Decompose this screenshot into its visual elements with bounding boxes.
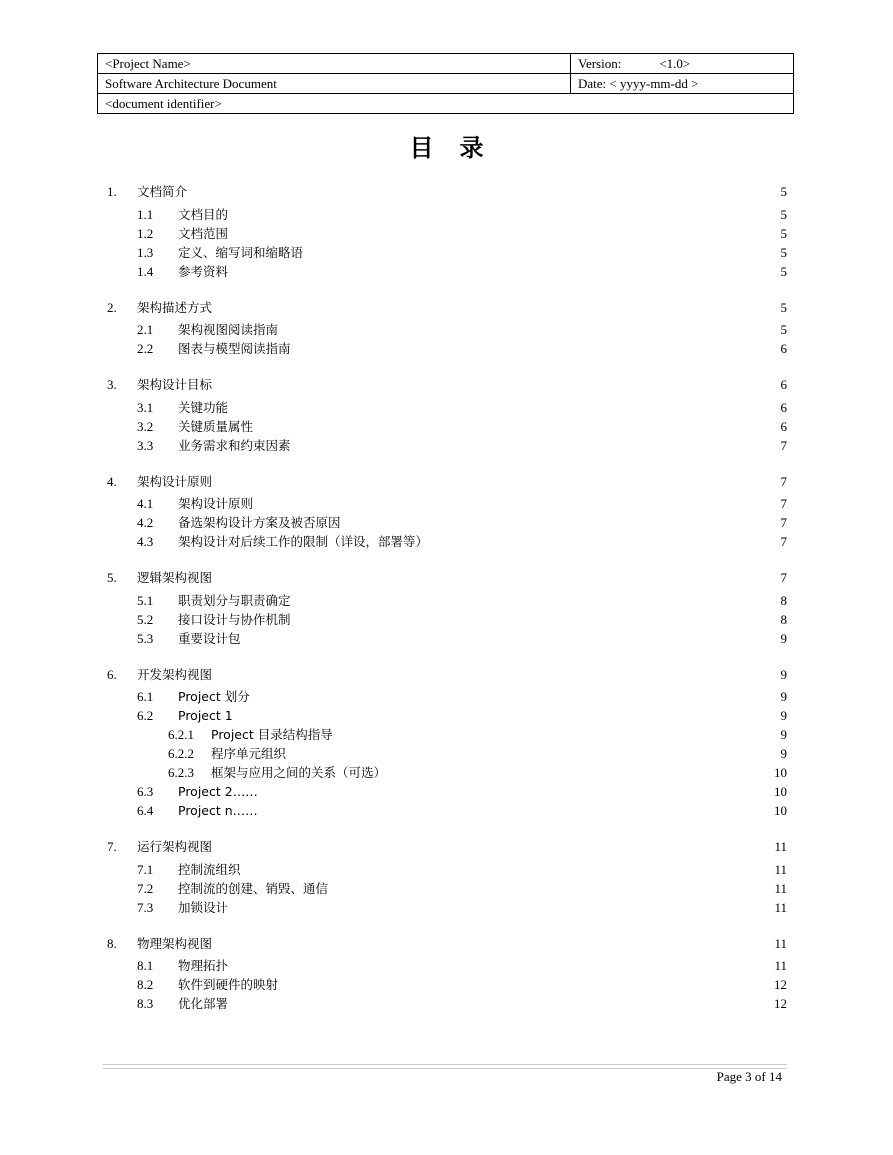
toc-entry-page: 11: [774, 839, 787, 854]
toc-entry-page: 6: [780, 399, 787, 415]
toc-entry-title: 备选架构设计方案及被否原因: [178, 515, 341, 530]
toc-entry[interactable]: [0, 838, 893, 856]
toc-title: 目录: [409, 134, 510, 162]
toc-entry-number: 4.: [107, 473, 117, 489]
toc-entry-page: 10: [774, 765, 787, 780]
toc-entry[interactable]: [0, 802, 893, 820]
toc-entry-page: 9: [780, 746, 787, 761]
toc-entry-page: 9: [780, 689, 787, 704]
toc-entry-title: Project 划分: [178, 689, 250, 704]
toc-entry-number: 5.3: [137, 630, 154, 646]
toc-entry-number: 1.3: [137, 244, 154, 260]
toc-entry-page: 12: [774, 996, 787, 1011]
toc-entry-page: 11: [774, 880, 787, 896]
toc-entry-number: 6.2.2: [168, 746, 194, 761]
toc-entry-title: Project 1: [178, 708, 233, 723]
toc-entry-title: 图表与模型阅读指南: [178, 341, 291, 356]
toc-entry-number: 1.: [107, 184, 117, 199]
toc-entry-number: 6.2.3: [168, 765, 194, 780]
toc-entry-number: 1.2: [137, 225, 154, 241]
toc-entry[interactable]: [0, 592, 893, 610]
doc-type: Software Architecture Document: [105, 75, 277, 91]
toc-entry[interactable]: [0, 569, 893, 587]
toc-entry-page: 9: [780, 727, 787, 742]
toc-entry[interactable]: [0, 533, 893, 551]
toc-entry-title: 接口设计与协作机制: [178, 611, 291, 627]
toc-entry-title: 架构设计原则: [137, 473, 213, 489]
toc-entry-page: 6: [780, 418, 787, 434]
version-label: Version:: [578, 55, 622, 71]
footer-divider: [103, 1064, 787, 1069]
toc-entry-page: 5: [780, 263, 787, 279]
toc-entry-page: 12: [774, 977, 787, 992]
project-name-cell: [98, 54, 571, 74]
document-header-table: [97, 53, 794, 114]
toc-entry[interactable]: [0, 399, 893, 417]
toc-entry-title: 文档简介: [137, 184, 188, 199]
toc-entry[interactable]: [0, 957, 893, 975]
toc-entry-number: 3.: [107, 377, 117, 392]
toc-entry-number: 4.1: [137, 496, 154, 511]
toc-entry-number: 6.2: [137, 708, 154, 723]
toc-entry-title: 架构视图阅读指南: [178, 322, 279, 337]
toc-entry-title: 文档目的: [178, 206, 229, 222]
toc-entry-number: 1.1: [137, 206, 154, 222]
toc-entry-title: 参考资料: [178, 263, 229, 279]
toc-entry[interactable]: [0, 995, 893, 1013]
toc-entry[interactable]: [0, 299, 893, 317]
toc-entry[interactable]: [0, 611, 893, 629]
toc-entry-page: 11: [774, 899, 787, 915]
date-cell: [571, 74, 794, 94]
toc-entry-number: 2.: [107, 299, 117, 315]
toc-entry-title: 架构设计目标: [137, 377, 213, 392]
toc-entry-number: 6.4: [137, 803, 154, 818]
toc-entry-page: 10: [774, 803, 787, 818]
toc-entry[interactable]: [0, 263, 893, 281]
doc-type-cell: [98, 74, 571, 94]
toc-entry-title: 业务需求和约束因素: [178, 437, 291, 453]
toc-entry-number: 8.2: [137, 977, 154, 992]
toc-entry[interactable]: [0, 976, 893, 994]
toc-entry-page: 5: [780, 206, 787, 222]
toc-entry-title: 物理拓扑: [178, 958, 229, 973]
toc-entry[interactable]: [0, 899, 893, 917]
version-cell: [571, 54, 794, 74]
toc-entry-page: 8: [780, 611, 787, 627]
toc-entry[interactable]: [0, 726, 893, 744]
toc-entry-title: Project 目录结构指导: [211, 727, 333, 742]
toc-entry[interactable]: [0, 666, 893, 684]
toc-entry-page: 5: [780, 322, 787, 337]
toc-entry-title: 关键质量属性: [178, 418, 254, 434]
toc-entry-title: 控制流组织: [178, 861, 241, 877]
toc-entry-number: 8.1: [137, 958, 154, 973]
toc-entry-number: 7.: [107, 839, 117, 854]
toc-entry-number: 5.2: [137, 611, 154, 627]
toc-entry-title: 逻辑架构视图: [137, 570, 213, 585]
toc-entry-page: 7: [780, 496, 787, 511]
toc-entry-page: 6: [780, 341, 787, 356]
toc-entry-title: 架构设计对后续工作的限制（详设，部署等）: [178, 534, 429, 549]
toc-entry[interactable]: [0, 861, 893, 879]
toc-entry-page: 7: [780, 570, 787, 585]
toc-entry[interactable]: [0, 225, 893, 243]
toc-entry[interactable]: [0, 514, 893, 532]
toc-entry[interactable]: [0, 745, 893, 763]
toc-entry[interactable]: [0, 206, 893, 224]
toc-entry[interactable]: [0, 244, 893, 262]
toc-entry-page: 7: [780, 437, 787, 453]
date-label: Date: < yyyy-mm-dd >: [578, 75, 699, 91]
toc-entry-number: 7.2: [137, 880, 154, 896]
toc-entry[interactable]: [0, 340, 893, 358]
toc-entry[interactable]: [0, 437, 893, 455]
toc-entry-title: 重要设计包: [178, 630, 241, 646]
toc-entry-title: 运行架构视图: [137, 839, 213, 854]
toc-entry[interactable]: [0, 321, 893, 339]
toc-entry-number: 1.4: [137, 263, 154, 279]
toc-entry[interactable]: [0, 783, 893, 801]
toc-entry-number: 2.2: [137, 341, 154, 356]
toc-entry-page: 9: [780, 630, 787, 646]
toc-entry-title: 开发架构视图: [137, 666, 213, 682]
toc-entry-title: 物理架构视图: [137, 935, 213, 951]
toc-entry-page: 6: [780, 377, 787, 392]
toc-entry-page: 7: [780, 473, 787, 489]
toc-entry-page: 7: [780, 534, 787, 549]
toc-entry-title: 加锁设计: [178, 899, 229, 915]
toc-entry-number: 8.3: [137, 996, 154, 1011]
toc-entry-page: 5: [780, 244, 787, 260]
toc-entry-number: 3.2: [137, 418, 154, 434]
toc-entry[interactable]: [0, 418, 893, 436]
toc-entry-page: 9: [780, 666, 787, 682]
footer-page-number: Page 3 of 14: [716, 1069, 782, 1084]
toc-entry-title: Project n……: [178, 803, 258, 818]
toc-entry-number: 6.1: [137, 689, 154, 704]
toc-entry-number: 5.1: [137, 592, 154, 608]
toc-entry-page: 9: [780, 708, 787, 723]
toc-entry[interactable]: [0, 707, 893, 725]
toc-entry[interactable]: [0, 183, 893, 201]
toc-entry-number: 3.3: [137, 437, 154, 453]
toc-entry[interactable]: [0, 630, 893, 648]
toc-entry-title: 控制流的创建、销毁、通信: [178, 880, 329, 896]
toc-entry-page: 11: [774, 935, 787, 951]
toc-entry[interactable]: [0, 376, 893, 394]
toc-entry-title: 定义、缩写词和缩略语: [178, 244, 304, 260]
toc-entry-page: 8: [780, 592, 787, 608]
toc-entry-number: 4.3: [137, 534, 154, 549]
toc-entry-title: 程序单元组织: [211, 746, 287, 761]
project-name: <Project Name>: [105, 55, 191, 71]
toc-entry-page: 11: [774, 861, 787, 877]
doc-identifier-cell: [98, 94, 794, 114]
version-value: <1.0>: [659, 55, 691, 71]
toc-entry-number: 6.: [107, 666, 117, 682]
toc-entry-number: 7.3: [137, 899, 154, 915]
toc-entry-page: 5: [780, 299, 787, 315]
toc-entry-title: 架构设计原则: [178, 496, 254, 511]
toc-entry-title: 软件到硬件的映射: [178, 977, 279, 992]
toc-entry[interactable]: [0, 880, 893, 898]
toc-entry[interactable]: [0, 688, 893, 706]
toc-entry-number: 6.3: [137, 784, 154, 799]
toc-entry-title: 架构描述方式: [137, 299, 213, 315]
toc-entry[interactable]: [0, 473, 893, 491]
toc-entry-page: 10: [774, 784, 787, 799]
toc-entry-page: 11: [774, 958, 787, 973]
toc-entry-number: 3.1: [137, 399, 154, 415]
toc-entry-number: 2.1: [137, 322, 154, 337]
toc-entry-page: 5: [780, 184, 787, 199]
toc-entry-title: 职责划分与职责确定: [178, 592, 291, 608]
toc-entry[interactable]: [0, 935, 893, 953]
toc-entry-title: 优化部署: [178, 996, 229, 1011]
toc-entry[interactable]: [0, 495, 893, 513]
toc-entry-page: 7: [780, 515, 787, 530]
toc-entry-number: 6.2.1: [168, 727, 194, 742]
toc-entry-number: 7.1: [137, 861, 154, 877]
toc-entry-title: Project 2……: [178, 784, 258, 799]
toc-entry-title: 框架与应用之间的关系（可选）: [211, 765, 387, 780]
toc-entry-number: 5.: [107, 570, 117, 585]
toc-entry-number: 8.: [107, 935, 117, 951]
toc-entry[interactable]: [0, 764, 893, 782]
doc-identifier: <document identifier>: [105, 95, 222, 111]
toc-entry-number: 4.2: [137, 515, 154, 530]
toc-entry-title: 文档范围: [178, 225, 229, 241]
toc-entry-title: 关键功能: [178, 399, 229, 415]
toc-entry-page: 5: [780, 225, 787, 241]
